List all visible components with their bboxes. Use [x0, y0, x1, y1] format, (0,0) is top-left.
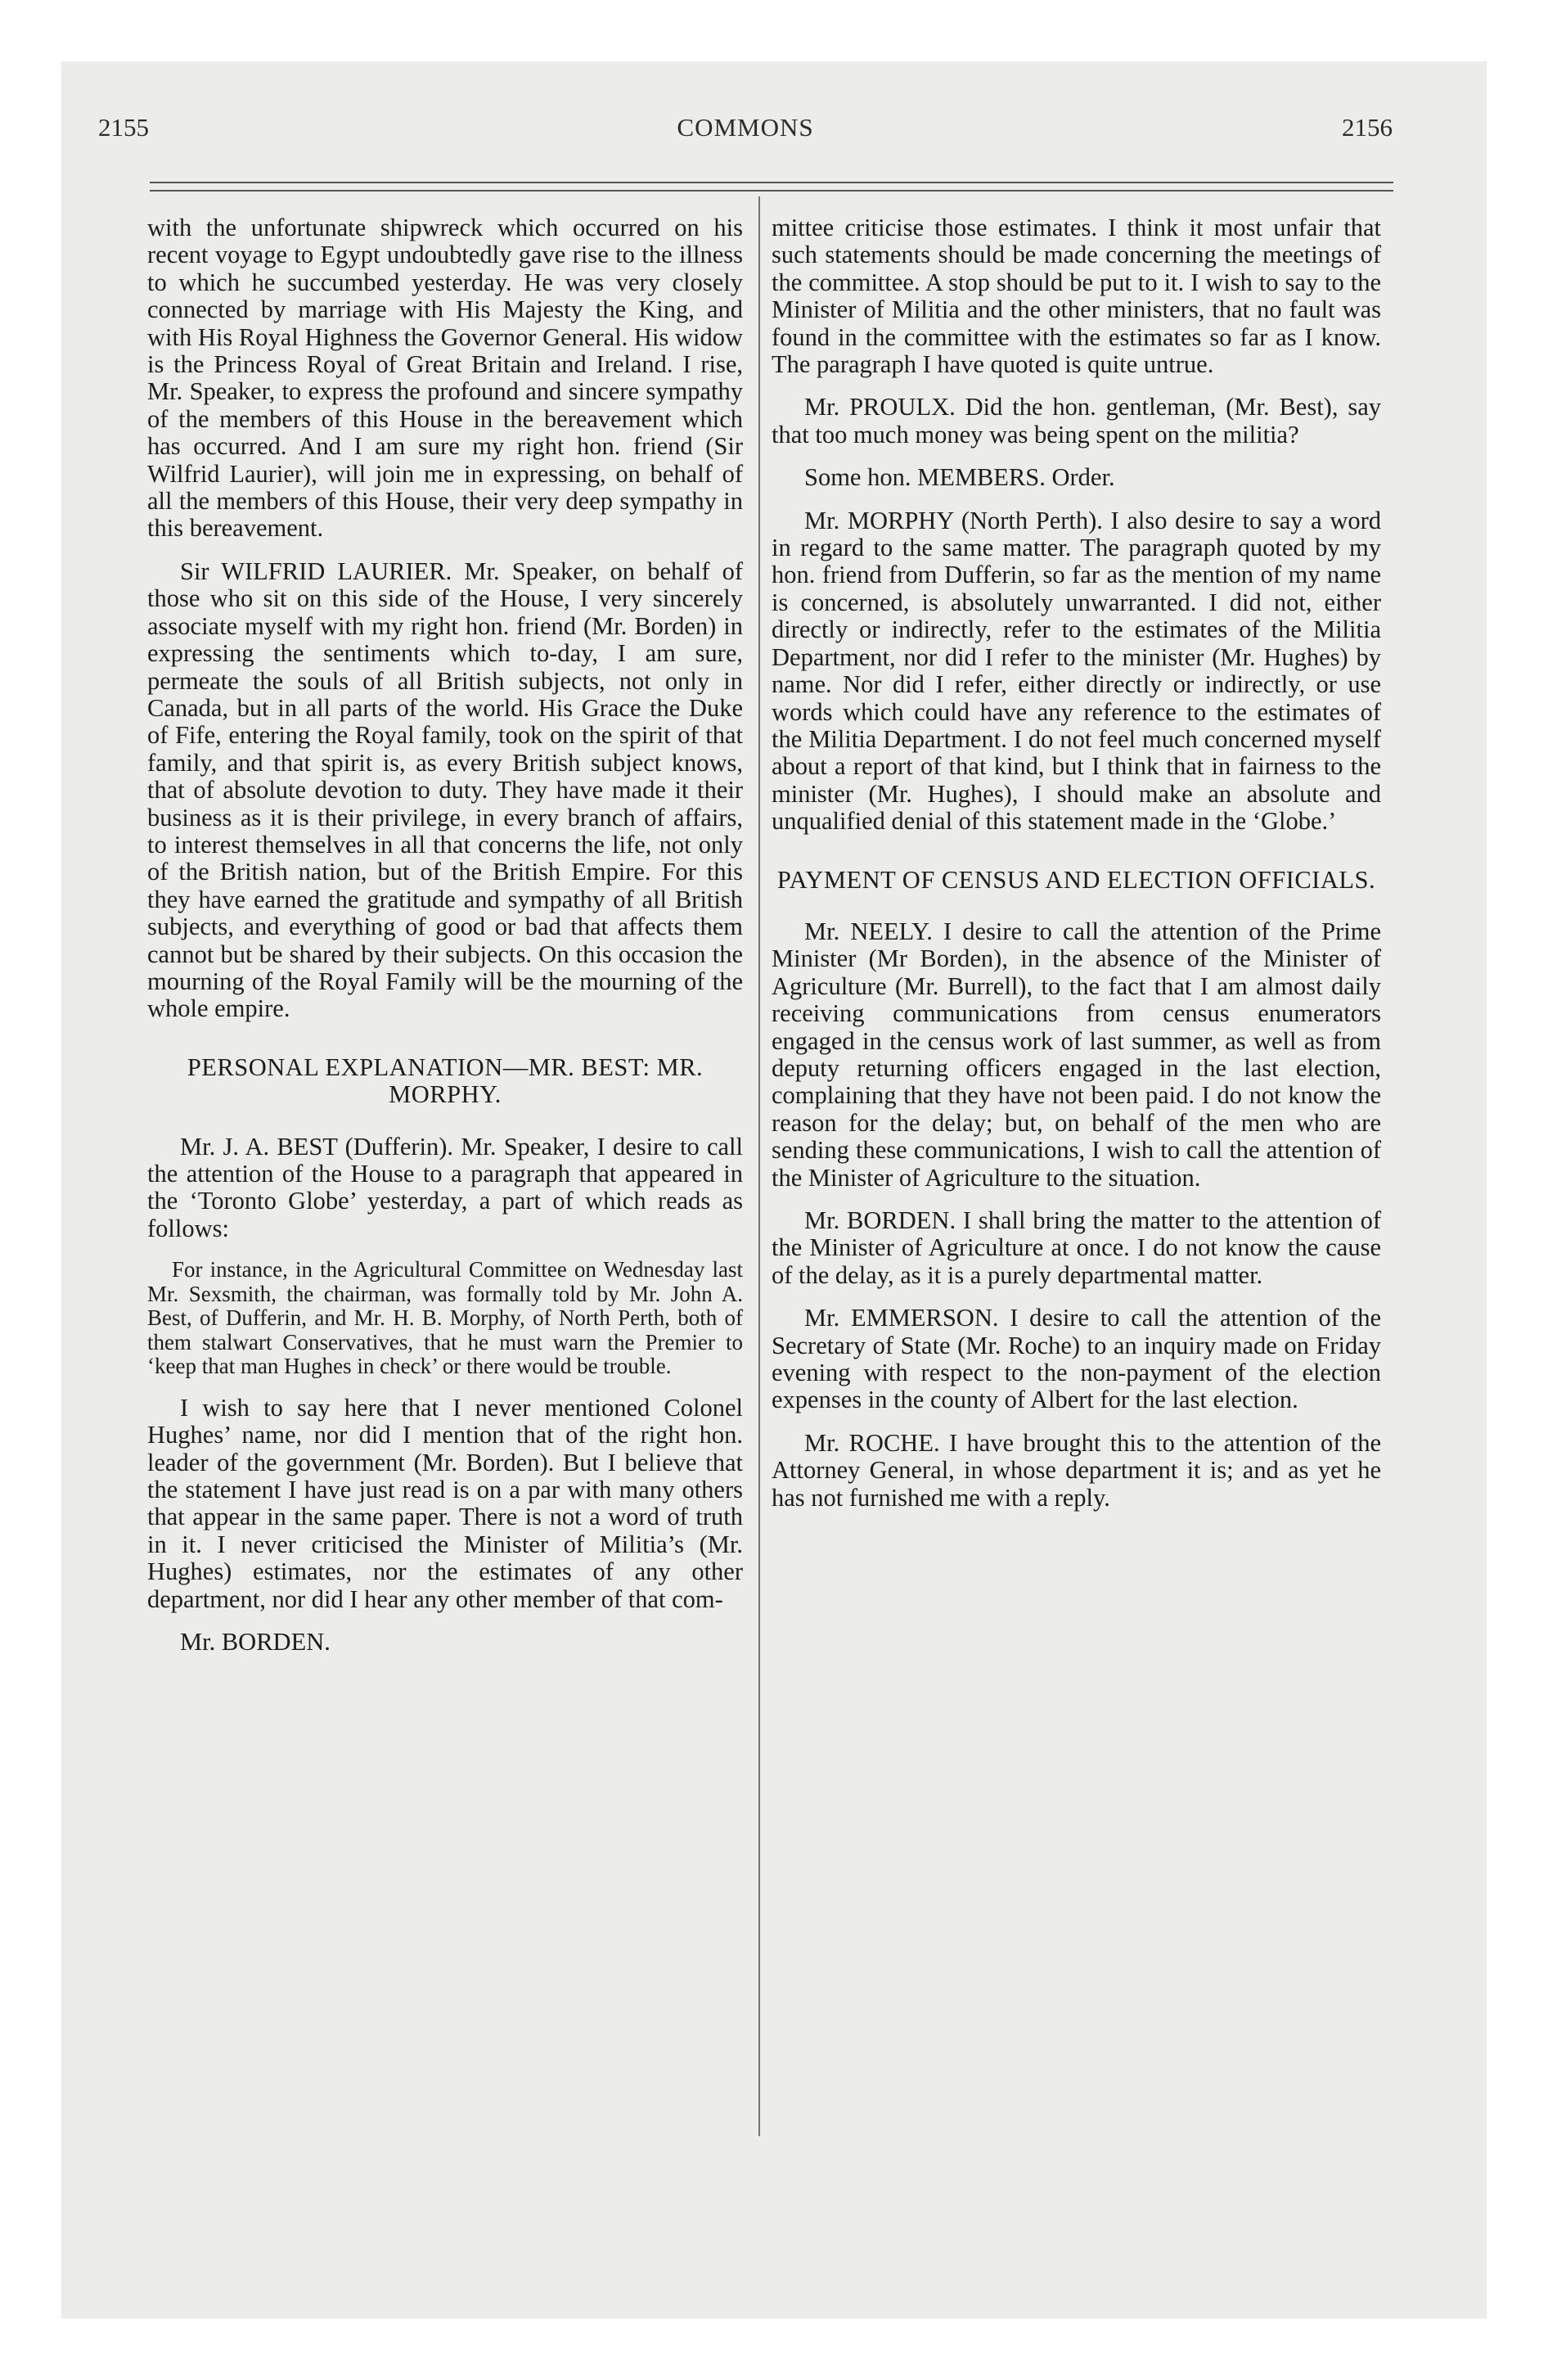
- column-footer-name: Mr. BORDEN.: [180, 1627, 331, 1656]
- paragraph-laurier: Sir WILFRID LAURIER. Mr. Speaker, on behalf of those who sit on this side of the House, I very sincerely associate myself with my right hon. friend (Mr. Borden) in expressing the sentiments which to-day, I am sure, permeate the souls of all British subjects, not only in Canada, but in all parts of the world. His Grace the Duke of Fife, entering the Royal family, took on the spirit of that family, and that spirit is, as every British subject knows, that of absolute devotion to duty. They have made it their business as it is their privilege, in every branch of affairs, to interest themselves in all that concerns the life, not only of the British nation, but of the British Empire. For this they have earned the gratitude and sympathy of all British subjects, and everything of good or bad that affects them cannot but be shared by their subjects. On this occasion the mourning of the Royal Family will be the mourning of the whole empire.: [147, 557, 743, 1023]
- paragraph-members: Some hon. MEMBERS. Order.: [804, 463, 1115, 492]
- left-column: [147, 214, 743, 1656]
- paragraph-neely: Mr. NEELY. I desire to call the attention of the Prime Minister (Mr Borden), in the absence of the Minister of Agriculture (Mr. Burrell), to the fact that I am almost daily receiving communications from census enumerators engaged in the census work of last summer, as well as from deputy returning officers engaged in the last election, complaining that they have not been paid. I do not know the reason for the delay; but, on behalf of the men who are sending these communications, I wish to call the attention of the Minister of Agriculture to the situation.: [772, 917, 1381, 1192]
- paragraph-roche: Mr. ROCHE. I have brought this to the attention of the Attorney General, in whose department it is; and as yet he has not furnished me with a reply.: [772, 1428, 1381, 1512]
- right-column: [772, 214, 1381, 1527]
- section-heading-personal-explanation: PERSONAL EXPLANATION—MR. BEST: MR. MORPHY.: [187, 1053, 704, 1109]
- paragraph-emmerson: Mr. EMMERSON. I desire to call the attention of the Secretary of State (Mr. Roche) to an inquiry made on Friday evening with respect to the non-payment of the election expenses in the county of Albert for the last election.: [772, 1304, 1381, 1414]
- paragraph: with the unfortunate shipwreck which occurred on his recent voyage to Egypt undoubtedly gave rise to the illness to which he succumbed yesterday. He was very closely connected by marriage with His Majesty the King, and with His Royal Highness the Governor General. His widow is the Princess Royal of Great Britain and Ireland. I rise, Mr. Speaker, to express the profound and sincere sympathy of the members of this House in the bereavement which has occurred. And I am sure my right hon. friend (Sir Wilfrid Laurier), will join me in expressing, on behalf of all the members of this House, their very deep sympathy in this bereavement.: [147, 214, 743, 543]
- section-heading-census: PAYMENT OF CENSUS AND ELECTION OFFICIALS.: [776, 865, 1376, 894]
- paragraph: I wish to say here that I never mentioned Colonel Hughes’ name, nor did I mention that of the right hon. leader of the government (Mr. Borden). But I believe that the statement I have just read is on a par with many others that appear in the same paper. There is not a word of truth in it. I never criticised the Minister of Militia’s (Mr. Hughes) estimates, nor the estimates of any other department, nor did I hear any other member of that com-: [147, 1393, 743, 1613]
- running-title: COMMONS: [677, 113, 814, 142]
- header-rule-bottom: [150, 190, 1393, 192]
- paragraph-borden: Mr. BORDEN. I shall bring the matter to the attention of the Minister of Agriculture at once. I do not know the cause of the delay, as it is a purely departmental matter.: [772, 1206, 1381, 1289]
- page-number-left: 2155: [98, 113, 149, 142]
- paragraph: mittee criticise those estimates. I think it most unfair that such statements should be made concerning the meetings of the committee. A stop should be put to it. I wish to say to the Minister of Militia and the other ministers, that no fault was found in the committee with the estimates so far as I know. The paragraph I have quoted is quite untrue.: [772, 214, 1381, 379]
- quoted-excerpt: For instance, in the Agricultural Committee on Wednesday last Mr. Sexsmith, the chairman, was formally told by Mr. John A. Best, of Dufferin, and Mr. H. B. Morphy, of North Perth, both of them stalwart Conservatives, that he must warn the Premier to ‘keep that man Hughes in check’ or there would be trouble.: [147, 1257, 743, 1379]
- page-header: [98, 113, 1393, 154]
- page-number-right: 2156: [1342, 113, 1393, 142]
- paragraph-proulx: Mr. PROULX. Did the hon. gentleman, (Mr. Best), say that too much money was being spent on the militia?: [772, 393, 1381, 449]
- paragraph-morphy: Mr. MORPHY (North Perth). I also desire to say a word in regard to the same matter. The paragraph quoted by my hon. friend from Dufferin, so far as the mention of my name is concerned, is absolutely unwarranted. I did not, either directly or indirectly, refer to the estimates of the Militia Department, nor did I refer to the minister (Mr. Hughes) by name. Nor did I refer, either directly or indirectly, or use words which could have any reference to the estimates of the Militia Department. I do not feel much concerned myself about a report of that kind, but I think that in fairness to the minister (Mr. Hughes), I should make an absolute and unqualified denial of this statement made in the ‘Globe.’: [772, 506, 1381, 836]
- column-divider: [758, 196, 760, 2136]
- paragraph-best: Mr. J. A. BEST (Dufferin). Mr. Speaker, I desire to call the attention of the House to a paragraph that appeared in the ‘Toronto Globe’ yesterday, a part of which reads as follows:: [147, 1132, 743, 1242]
- header-rule-top: [150, 182, 1393, 183]
